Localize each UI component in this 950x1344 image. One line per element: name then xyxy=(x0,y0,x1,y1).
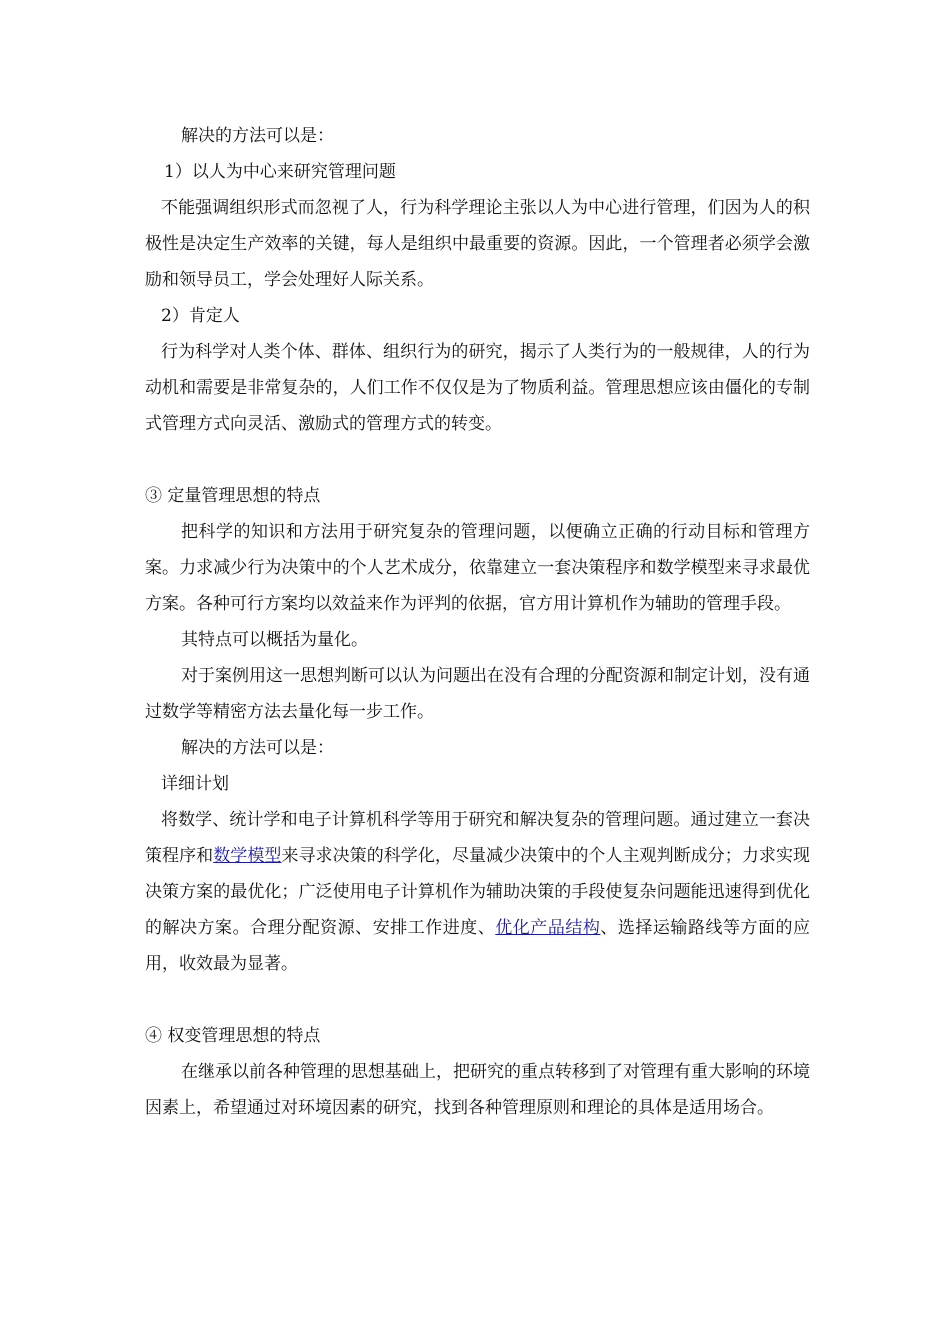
paragraph-case-analysis: 对于案例用这一思想判断可以认为问题出在没有合理的分配资源和制定计划，没有通过数学等精密方法去量化每一步工作。 xyxy=(145,666,810,722)
paragraph-solution-intro-2: 解决的方法可以是： xyxy=(181,738,334,758)
text-run: 、选择运输路线等方面的应用，收效最为显著。 xyxy=(145,918,811,974)
spacer xyxy=(145,982,810,1018)
section-heading-quantitative: ③ 定量管理思想的特点 xyxy=(145,486,321,506)
paragraph-solution-intro: 解决的方法可以是： xyxy=(181,126,334,146)
paragraph-contingency-desc: 在继承以前各种管理的思想基础上，把研究的重点转移到了对管理有重大影响的环境因素上，希望通过对环境因素的研究，找到各种管理原则和理论的具体是适用场合。 xyxy=(145,1062,810,1118)
spacer xyxy=(145,442,810,478)
section-heading-contingency: ④ 权变管理思想的特点 xyxy=(145,1026,321,1046)
link-optimize-product-structure[interactable]: 优化产品结构 xyxy=(495,918,601,938)
paragraph-quantitative-desc: 把科学的知识和方法用于研究复杂的管理问题，以便确立正确的行动目标和管理方案。力求减少行为决策中的个人艺术成分，依靠建立一套决策程序和数学模型来寻求最优方案。各种可行方案均以效益来作为评判的依据，官方用计算机作为辅助的管理手段。 xyxy=(145,522,810,614)
paragraph-item-2-heading: 2）肯定人 xyxy=(161,306,240,326)
paragraph-detailed-plan: 详细计划 xyxy=(161,774,229,794)
paragraph-behavior-science: 行为科学对人类个体、群体、组织行为的研究，揭示了人类行为的一般规律，人的行为动机和需要是非常复杂的，人们工作不仅仅是为了物质利益。管理思想应该由僵化的专制式管理方式向灵活、激励式的管理方式的转变。 xyxy=(145,342,810,434)
paragraph-people-centered: 不能强调组织形式而忽视了人，行为科学理论主张以人为中心进行管理，们因为人的积极性是决定生产效率的关键，每人是组织中最重要的资源。因此，一个管理者必须学会激励和领导员工，学会处理好人际关系。 xyxy=(145,198,810,290)
link-math-model[interactable]: 数学模型 xyxy=(213,846,282,866)
paragraph-math-methods xyxy=(145,802,810,982)
document-page xyxy=(145,118,810,1126)
paragraph-quantification: 其特点可以概括为量化。 xyxy=(181,630,368,650)
text-run: 来寻求决策的科学化，尽量减少决策中的个人主观判断成分；力求实现决策方案的最优化；广泛使用电子计算机作为辅助决策的手段使复杂问题能迅速得到优化的解决方案。合理分配资源、安排工作进度、 xyxy=(145,846,811,938)
paragraph-item-1-heading: 1）以人为中心来研究管理问题 xyxy=(164,162,396,182)
text-run: 将数学、统计学和电子计算机科学等用于研究和解决复杂的管理问题。通过建立一套决策程序和 xyxy=(145,810,810,866)
